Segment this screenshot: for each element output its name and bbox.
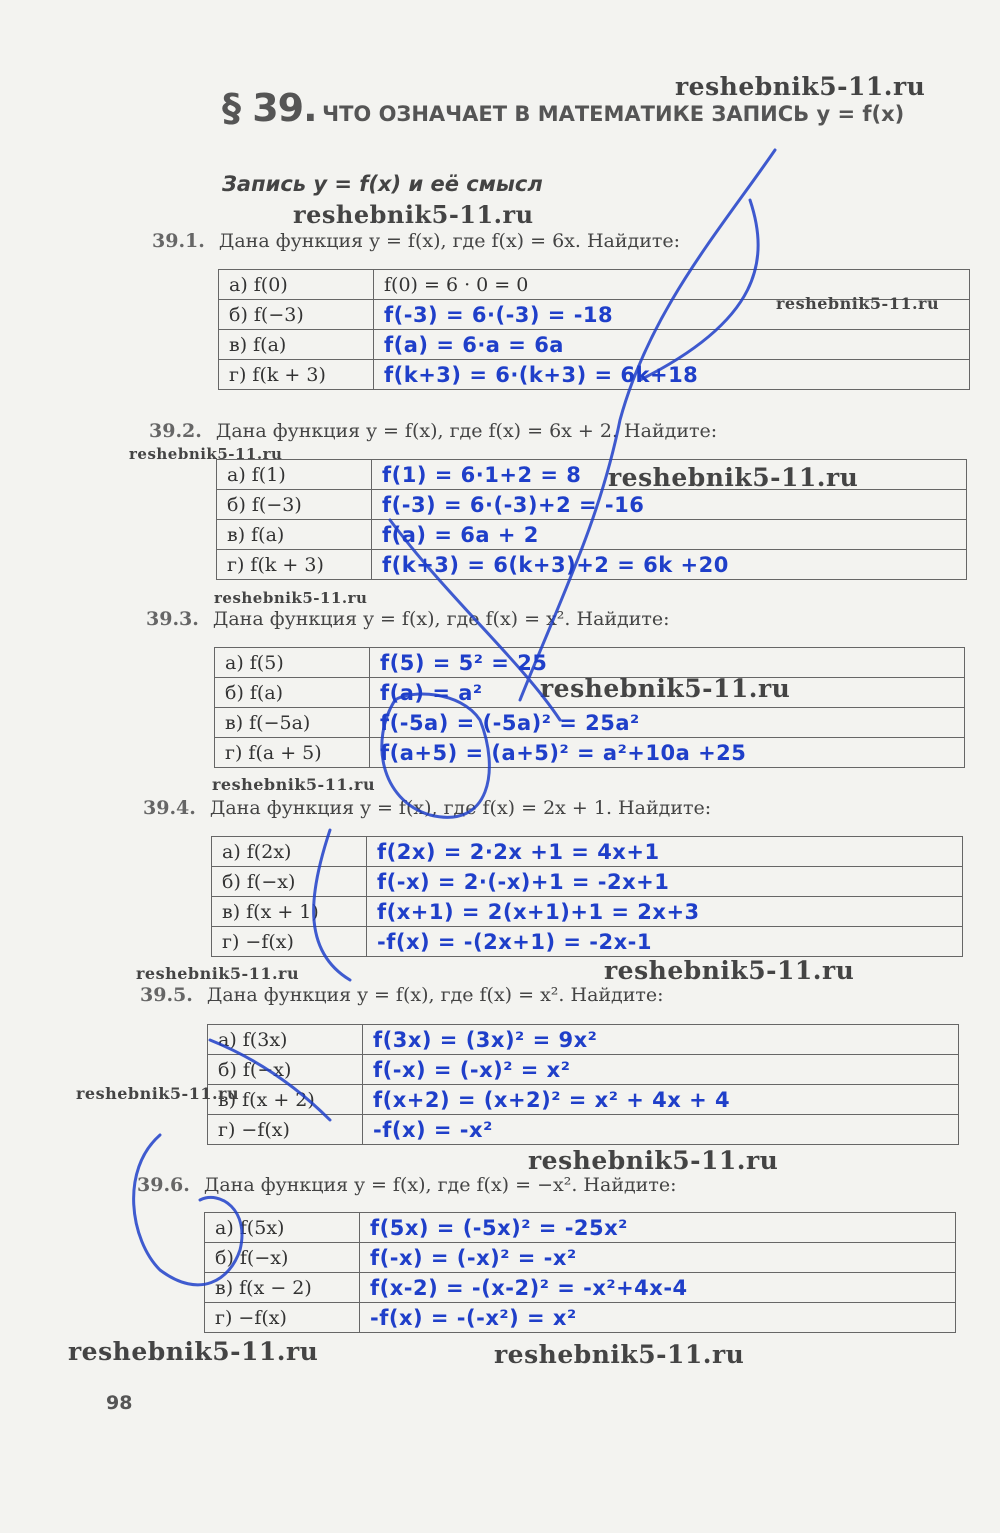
exercise-number: 39.4.: [143, 797, 196, 819]
row-answer: f(a) = a²: [370, 678, 965, 708]
row-answer: f(a) = 6·a = 6a: [374, 330, 970, 360]
exercise-prompt: Дана функция y = f(x), где f(x) = 6x + 2. Найдите:: [215, 420, 718, 442]
row-answer: f(x-2) = -(x-2)² = -x²+4x-4: [360, 1273, 956, 1303]
table-row: [217, 520, 967, 550]
answer-table: [204, 1212, 956, 1333]
exercise-heading: [143, 797, 711, 819]
row-label: а) f(5x): [205, 1213, 360, 1243]
watermark: reshebnik5-11.ru: [604, 956, 855, 985]
table-row: [208, 1025, 959, 1055]
row-label: в) f(x + 2): [208, 1085, 363, 1115]
row-label: г) f(a + 5): [215, 738, 370, 768]
row-answer: -f(x) = -(2x+1) = -2x-1: [367, 927, 963, 957]
table-row: [215, 648, 965, 678]
table-row: [212, 837, 963, 867]
row-label: г) f(k + 3): [217, 550, 372, 580]
section-number: § 39.: [222, 86, 317, 130]
table-row: [208, 1055, 959, 1085]
answer-table: [214, 647, 965, 768]
exercise-heading: [137, 1174, 677, 1196]
row-label: а) f(1): [217, 460, 372, 490]
row-answer: f(1) = 6·1+2 = 8: [372, 460, 967, 490]
row-label: б) f(a): [215, 678, 370, 708]
exercise-number: 39.2.: [149, 420, 202, 442]
row-answer: f(-x) = (-x)² = x²: [363, 1055, 959, 1085]
row-label: г) −f(x): [212, 927, 367, 957]
exercise-number: 39.5.: [140, 984, 193, 1006]
watermark: reshebnik5-11.ru: [675, 72, 926, 101]
row-answer: f(-5a) = (-5a)² = 25a²: [370, 708, 965, 738]
row-answer: f(a) = 6a + 2: [372, 520, 967, 550]
row-answer: f(-x) = (-x)² = -x²: [360, 1243, 956, 1273]
row-label: в) f(x − 2): [205, 1273, 360, 1303]
table-row: [208, 1085, 959, 1115]
row-label: в) f(a): [217, 520, 372, 550]
row-label: в) f(a): [219, 330, 374, 360]
table-row: [208, 1115, 959, 1145]
row-answer: f(x+2) = (x+2)² = x² + 4x + 4: [363, 1085, 959, 1115]
row-label: б) f(−x): [208, 1055, 363, 1085]
exercise-number: 39.3.: [146, 608, 199, 630]
row-answer: f(2x) = 2·2x +1 = 4x+1: [367, 837, 963, 867]
table-row: [215, 738, 965, 768]
answer-table: [211, 836, 963, 957]
watermark: reshebnik5-11.ru: [608, 463, 859, 492]
table-row: [205, 1273, 956, 1303]
row-answer: f(5) = 5² = 25: [370, 648, 965, 678]
row-label: г) −f(x): [205, 1303, 360, 1333]
subsection-title: Запись y = f(x) и её смысл: [222, 172, 543, 196]
table-row: [205, 1243, 956, 1273]
watermark: reshebnik5-11.ru: [494, 1340, 745, 1369]
table-row: [212, 927, 963, 957]
row-answer: f(k+3) = 6(k+3)+2 = 6k +20: [372, 550, 967, 580]
row-label: б) f(−x): [205, 1243, 360, 1273]
table-row: [219, 360, 970, 390]
watermark: reshebnik5-11.ru: [293, 200, 534, 229]
exercise-prompt: Дана функция y = f(x), где f(x) = −x². Найдите:: [203, 1174, 677, 1196]
row-label: в) f(−5a): [215, 708, 370, 738]
watermark: reshebnik5-11.ru: [68, 1337, 319, 1366]
row-answer: f(-3) = 6·(-3)+2 = -16: [372, 490, 967, 520]
table-row: [212, 867, 963, 897]
exercise-number: 39.1.: [152, 230, 205, 252]
exercise-prompt: Дана функция y = f(x), где f(x) = x². Найдите:: [206, 984, 664, 1006]
exercise-heading: [152, 230, 680, 252]
section-heading: ЧТО ОЗНАЧАЕТ В МАТЕМАТИКЕ ЗАПИСЬ y = f(x): [322, 102, 905, 126]
watermark: reshebnik5-11.ru: [540, 674, 791, 703]
row-label: а) f(3x): [208, 1025, 363, 1055]
exercise-heading: [140, 984, 664, 1006]
watermark: reshebnik5-11.ru: [136, 964, 300, 983]
exercise-prompt: Дана функция y = f(x), где f(x) = 2x + 1. Найдите:: [209, 797, 712, 819]
row-label: б) f(−3): [219, 300, 374, 330]
row-answer: f(5x) = (-5x)² = -25x²: [360, 1213, 956, 1243]
row-label: г) −f(x): [208, 1115, 363, 1145]
row-label: а) f(2x): [212, 837, 367, 867]
table-row: [212, 897, 963, 927]
row-label: в) f(x + 1): [212, 897, 367, 927]
answer-table: [207, 1024, 959, 1145]
exercise-heading: [146, 608, 670, 630]
answer-table: [218, 269, 970, 390]
row-answer: f(-3) = 6·(-3) = -18: [374, 300, 970, 330]
row-answer: -f(x) = -(-x²) = x²: [360, 1303, 956, 1333]
row-answer: -f(x) = -x²: [363, 1115, 959, 1145]
row-answer: f(3x) = (3x)² = 9x²: [363, 1025, 959, 1055]
exercise-heading: [149, 420, 717, 442]
table-row: [219, 330, 970, 360]
watermark: reshebnik5-11.ru: [528, 1146, 779, 1175]
table-row: [205, 1303, 956, 1333]
row-label: г) f(k + 3): [219, 360, 374, 390]
section-title: [222, 86, 904, 130]
row-label: б) f(−3): [217, 490, 372, 520]
row-label: б) f(−x): [212, 867, 367, 897]
watermark: reshebnik5-11.ru: [129, 445, 283, 463]
row-answer: f(a+5) = (a+5)² = a²+10a +25: [370, 738, 965, 768]
watermark: reshebnik5-11.ru: [212, 775, 376, 794]
table-row: [217, 490, 967, 520]
row-label: а) f(0): [219, 270, 374, 300]
table-row: [215, 708, 965, 738]
watermark: reshebnik5-11.ru: [776, 294, 940, 313]
exercise-prompt: Дана функция y = f(x), где f(x) = x². Найдите:: [212, 608, 670, 630]
page-number: 98: [106, 1392, 133, 1414]
table-row: [205, 1213, 956, 1243]
row-answer: f(x+1) = 2(x+1)+1 = 2x+3: [367, 897, 963, 927]
row-answer: f(-x) = 2·(-x)+1 = -2x+1: [367, 867, 963, 897]
watermark: reshebnik5-11.ru: [76, 1084, 240, 1103]
exercise-number: 39.6.: [137, 1174, 190, 1196]
row-answer: f(0) = 6 · 0 = 0: [374, 270, 970, 300]
exercise-prompt: Дана функция y = f(x), где f(x) = 6x. Найдите:: [218, 230, 681, 252]
watermark: reshebnik5-11.ru: [214, 589, 368, 607]
table-row: [217, 550, 967, 580]
row-label: а) f(5): [215, 648, 370, 678]
row-answer: f(k+3) = 6·(k+3) = 6k+18: [374, 360, 970, 390]
